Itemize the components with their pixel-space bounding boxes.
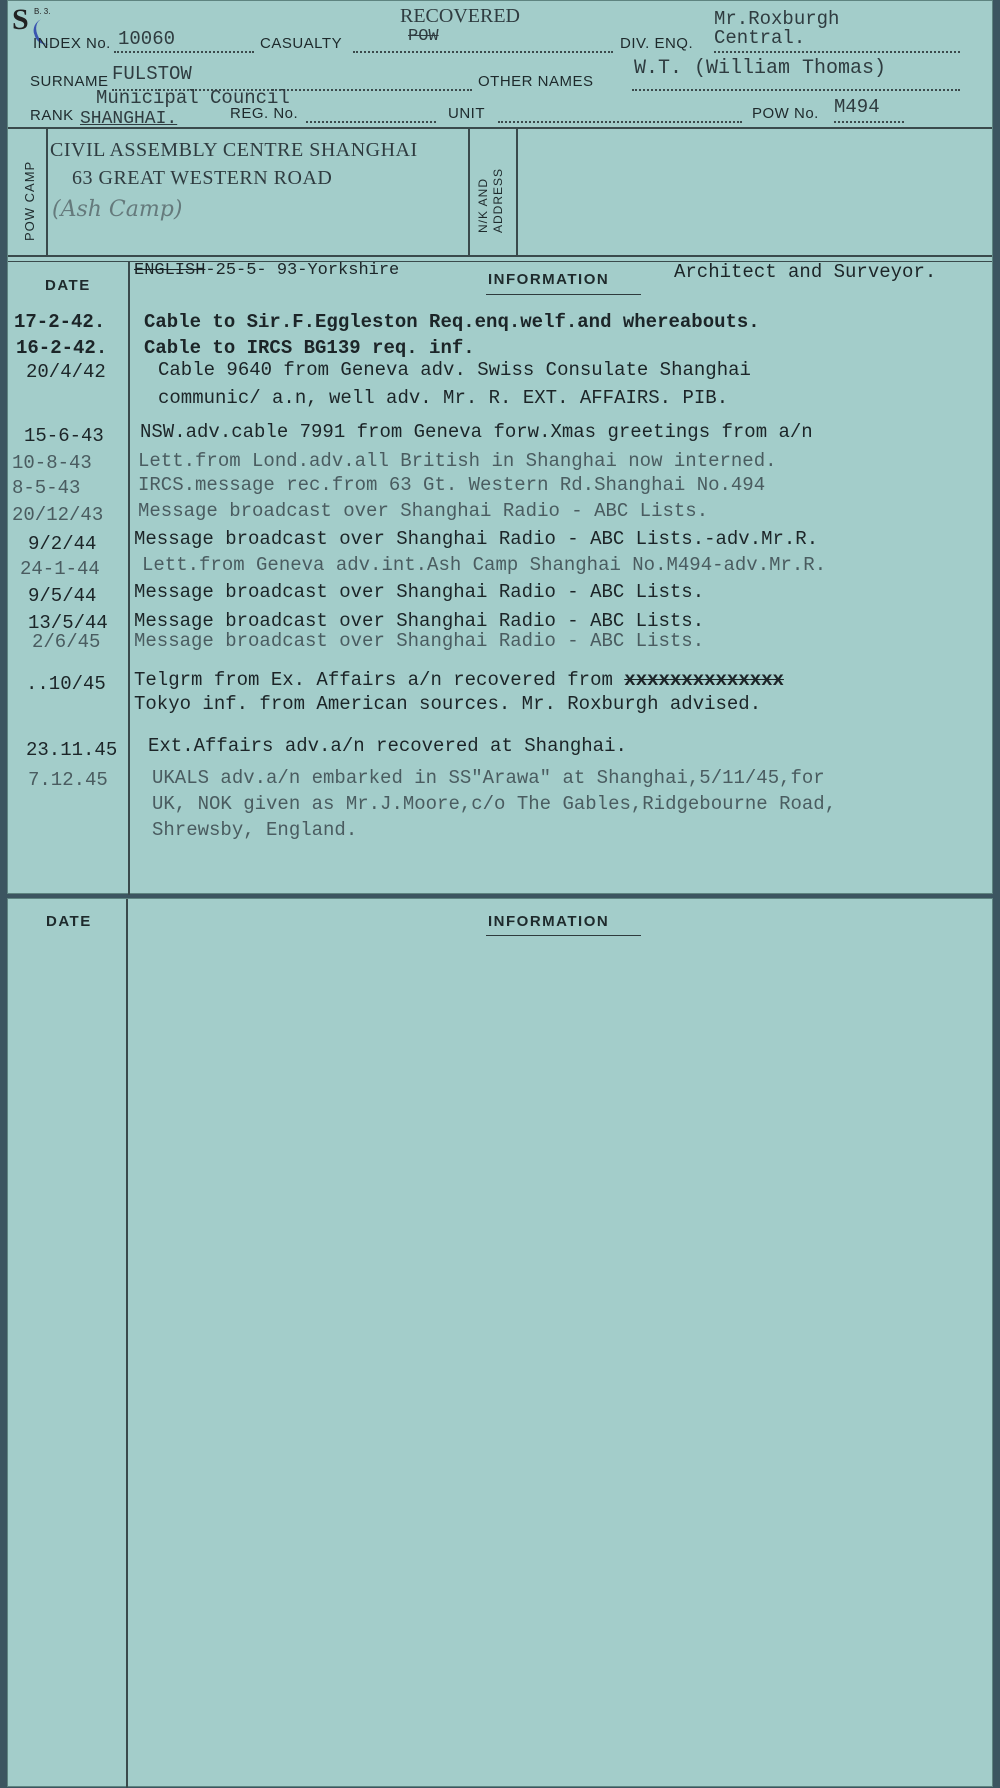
index-card-front <box>7 0 993 894</box>
camp-line-3-pencil: (Ash Camp) <box>52 197 183 222</box>
struck-text: xxxxxxxxxxxxxx <box>624 669 784 691</box>
entry-text: Cable to Sir.F.Eggleston Req.enq.welf.and whereabouts. <box>144 311 760 333</box>
index-value: 10060 <box>118 28 176 50</box>
entry-text: NSW.adv.cable 7991 from Geneva forw.Xmas greetings from a/n <box>140 421 813 443</box>
nk-address-label: N/K AND ADDRESS <box>476 167 505 233</box>
casualty-recovered: RECOVERED <box>400 5 520 27</box>
reg-no-label: REG. No. <box>230 105 299 122</box>
occupation: Architect and Surveyor. <box>674 261 937 283</box>
other-names-label: OTHER NAMES <box>478 73 594 90</box>
entry-date: 9/5/44 <box>28 585 97 607</box>
entry-text: UK, NOK given as Mr.J.Moore,c/o The Gables,Ridgebourne Road, <box>152 793 837 815</box>
entry-text: Message broadcast over Shanghai Radio - ABC Lists.-adv.Mr.R. <box>134 528 819 550</box>
casualty-label: CASUALTY <box>260 35 343 52</box>
entry-date: 15-6-43 <box>24 425 104 447</box>
information-column-header: INFORMATION <box>488 913 610 930</box>
entry-date: 2/6/45 <box>32 631 101 653</box>
entry-text: Message broadcast over Shanghai Radio - ABC Lists. <box>134 581 705 603</box>
pow-camp-label: POW CAMP <box>22 160 37 241</box>
entry-text: communic/ a.n, well adv. Mr. R. EXT. AFFAIRS. PIB. <box>158 387 729 409</box>
entry-text: Cable 9640 from Geneva adv. Swiss Consulate Shanghai <box>158 359 751 381</box>
camp-line-2: 63 GREAT WESTERN ROAD <box>72 167 333 189</box>
date-column-header: DATE <box>46 913 92 930</box>
index-card-back <box>7 898 993 1787</box>
entry-text: Cable to IRCS BG139 req. inf. <box>144 337 475 359</box>
entry-text: Tokyo inf. from American sources. Mr. Roxburgh advised. <box>134 693 762 715</box>
div-enq-label: DIV. ENQ. <box>620 35 694 52</box>
date-column-header: DATE <box>45 277 91 294</box>
entry-text: Telgrm from Ex. Affairs a/n recovered from xxxxxxxxxxxxxx <box>134 669 784 691</box>
entry-date: 23.11.45 <box>26 739 118 761</box>
entry-date: 10-8-43 <box>12 452 92 474</box>
corner-small-mark: B. 3. <box>34 7 51 16</box>
casualty-value: POW <box>408 27 439 46</box>
other-names-value: W.T. (William Thomas) <box>634 57 887 80</box>
entry-text: Lett.from Geneva adv.int.Ash Camp Shanghai No.M494-adv.Mr.R. <box>142 554 827 576</box>
entry-date: 20/12/43 <box>12 504 104 526</box>
entry-date: 17-2-42. <box>14 311 106 333</box>
entry-date: ..10/45 <box>26 673 106 695</box>
entry-text: Message broadcast over Shanghai Radio - ABC Lists. <box>138 500 709 522</box>
entry-text: Message broadcast over Shanghai Radio - ABC Lists. <box>134 630 705 652</box>
entry-date: 20/4/42 <box>26 361 106 383</box>
entry-date: 7.12.45 <box>28 769 108 791</box>
rank-value: SHANGHAI. <box>80 109 178 129</box>
information-column-header: INFORMATION <box>488 271 610 288</box>
unit-label: UNIT <box>448 105 485 122</box>
div-enq-above: Mr.Roxburgh <box>714 8 840 30</box>
entry-date: 24-1-44 <box>20 558 100 580</box>
surname-label: SURNAME <box>30 73 109 90</box>
entry-text: Message broadcast over Shanghai Radio - ABC Lists. <box>134 610 705 632</box>
entry-date: 16-2-42. <box>16 337 108 359</box>
nationality-line: ENGLISH-25-5- 93-Yorkshire <box>134 261 400 280</box>
entry-text: Lett.from Lond.adv.all British in Shanghai now interned. <box>138 450 777 472</box>
camp-line-1: CIVIL ASSEMBLY CENTRE SHANGHAI <box>50 139 418 161</box>
rank-label: RANK <box>30 107 74 124</box>
pow-no-value: M494 <box>834 96 880 118</box>
entry-date: 8-5-43 <box>12 477 81 499</box>
surname-value: FULSTOW <box>112 63 192 85</box>
div-enq-value: Central. <box>714 27 806 49</box>
entry-text: Shrewsby, England. <box>152 819 358 841</box>
entry-text: UKALS adv.a/n embarked in SS"Arawa" at Shanghai,5/11/45,for <box>152 767 825 789</box>
entry-date: 13/5/44 <box>28 612 108 634</box>
index-label: INDEX No. <box>33 35 111 52</box>
rank-above: Municipal Council <box>96 87 290 109</box>
pow-no-label: POW No. <box>752 105 819 122</box>
entry-date: 9/2/44 <box>28 533 97 555</box>
entry-text: IRCS.message rec.from 63 Gt. Western Rd.Shanghai No.494 <box>138 474 766 496</box>
corner-mark: S <box>12 3 29 36</box>
entry-text: Ext.Affairs adv.a/n recovered at Shanghai. <box>148 735 627 757</box>
